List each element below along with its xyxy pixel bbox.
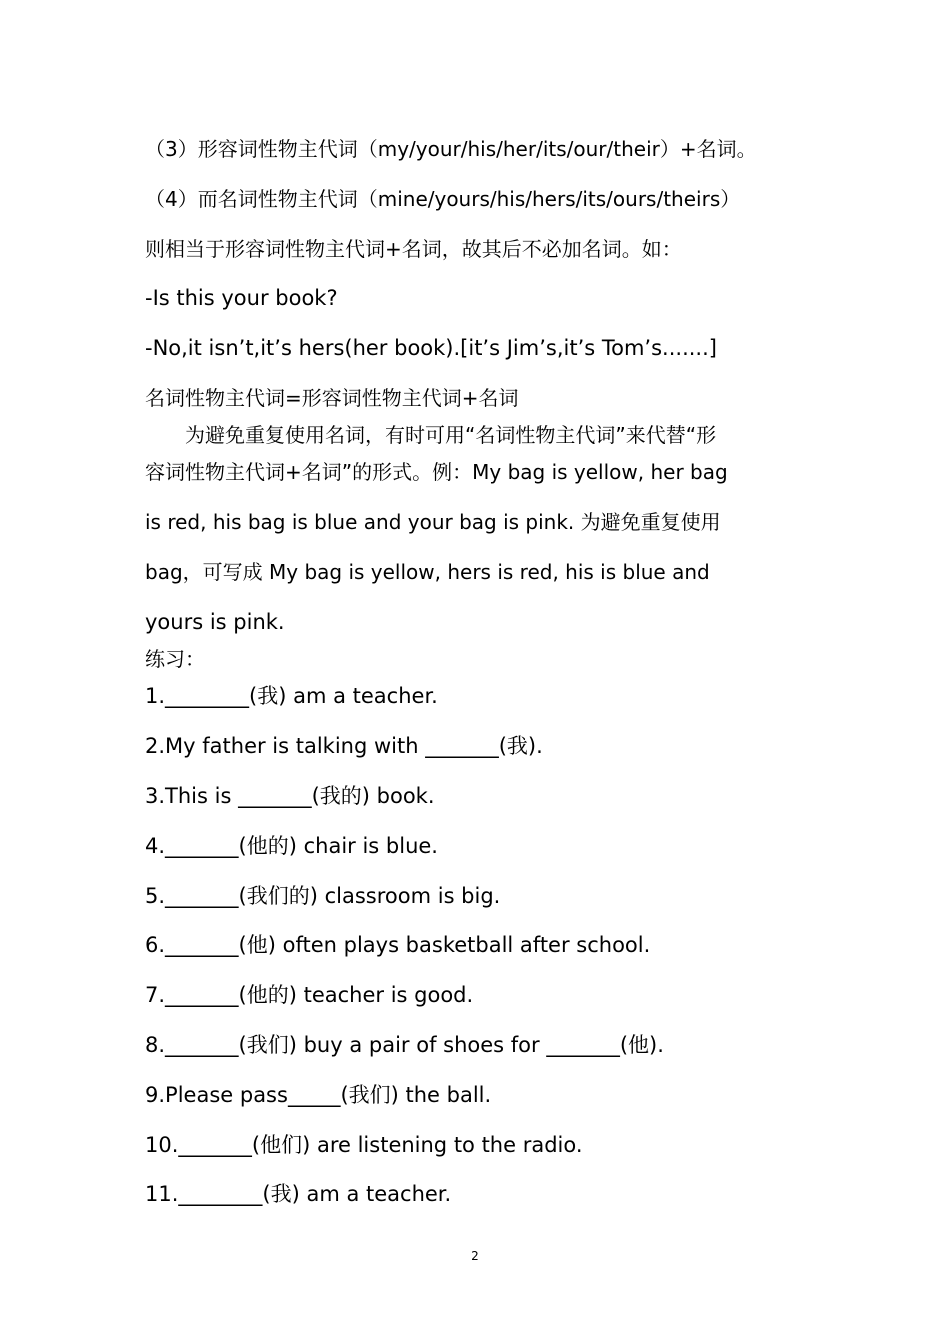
- exercise-item-8: 8._______(我们) buy a pair of shoes for _______(他).: [145, 1033, 664, 1057]
- exercise-item-10: 10._______(他们) are listening to the radio.: [145, 1133, 583, 1157]
- exercise-item-3: 3.This is _______(我的) book.: [145, 784, 435, 808]
- text-line-6: 名词性物主代词=形容词性物主代词+名词: [145, 386, 519, 410]
- exercise-item-9: 9.Please pass_____(我们) the ball.: [145, 1083, 492, 1107]
- text-line-7: 为避免重复使用名词，有时可用“名词性物主代词”来代替“形: [145, 423, 717, 447]
- text-line-2: （4）而名词性物主代词（mine/yours/his/hers/its/ours/theirs）: [145, 187, 741, 211]
- text-line-4: -Is this your book?: [145, 286, 338, 310]
- text-line-3: 则相当于形容词性物主代词+名词，故其后不必加名词。如：: [145, 237, 682, 261]
- text-line-1: （3）形容词性物主代词（my/your/his/her/its/our/their）+名词。: [145, 137, 757, 161]
- exercise-item-5: 5._______(我们的) classroom is big.: [145, 884, 501, 908]
- text-line-5: -No,it isn’t,it’s hers(her book).[it’s Jim’s,it’s Tom’s.......]: [145, 336, 717, 360]
- text-line-10: bag，可写成 My bag is yellow, hers is red, his is blue and: [145, 560, 710, 584]
- page-number: 2: [471, 1249, 479, 1263]
- exercise-item-1: 1.________(我) am a teacher.: [145, 684, 438, 708]
- text-line-9: is red, his bag is blue and your bag is pink. 为避免重复使用: [145, 510, 721, 534]
- text-line-8: 容词性物主代词+名词”的形式。例：My bag is yellow, her bag: [145, 460, 728, 484]
- text-line-11: yours is pink.: [145, 610, 285, 634]
- exercise-item-2: 2.My father is talking with _______(我).: [145, 734, 543, 758]
- exercise-item-7: 7._______(他的) teacher is good.: [145, 983, 474, 1007]
- exercise-item-6: 6._______(他) often plays basketball after school.: [145, 933, 651, 957]
- exercise-item-11: 11.________(我) am a teacher.: [145, 1182, 452, 1206]
- exercise-item-4: 4._______(他的) chair is blue.: [145, 834, 438, 858]
- exercise-heading: 练习：: [145, 647, 205, 671]
